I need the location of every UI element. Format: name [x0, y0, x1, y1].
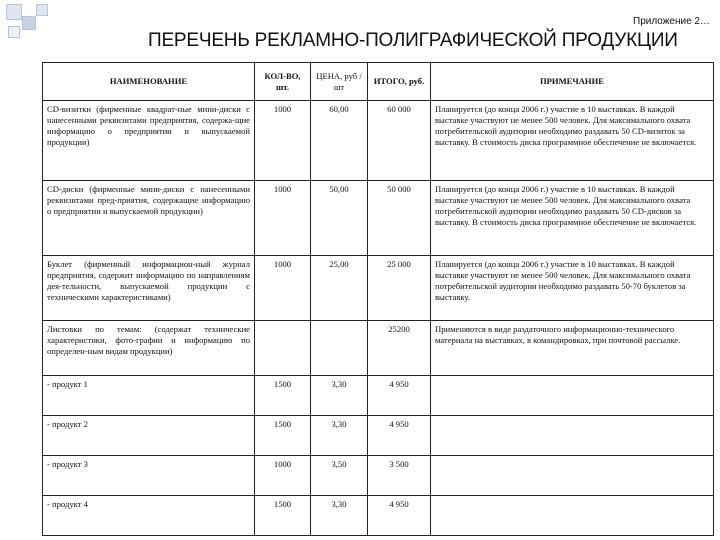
decor-square [6, 4, 22, 20]
item-total: 4 950 [368, 416, 431, 456]
item-total: 60 000 [368, 101, 431, 181]
item-qty: 1000 [255, 101, 311, 181]
item-note: Планируется (до конца 2006 г.) участие в 10 выставках. В каждой выставке участвуют не менее 500 человек. Для максимального охвата потребительской аудитории необходимо раздавать 50 CD-дисков за выставку. В стоимость диска программное обеспечение не включается. [431, 181, 714, 256]
table-row [43, 496, 714, 536]
table-row [43, 376, 714, 416]
col-note-header: ПРИМЕЧАНИЕ [431, 63, 714, 101]
table-row [43, 416, 714, 456]
item-price: 3,30 [311, 376, 368, 416]
item-note: Применяются в виде раздаточного информационно-технического материала на выставках, в командировках, при почтовой рассылке. [431, 321, 714, 376]
table-row [43, 101, 714, 181]
item-name: - продукт 3 [43, 456, 255, 496]
item-qty: 1000 [255, 456, 311, 496]
products-table [42, 62, 714, 536]
table-row [43, 456, 714, 496]
item-price [311, 321, 368, 376]
item-note [431, 376, 714, 416]
item-price: 3,30 [311, 416, 368, 456]
item-name: - продукт 4 [43, 496, 255, 536]
item-qty: 1000 [255, 181, 311, 256]
item-price: 3,50 [311, 456, 368, 496]
item-price: 60,00 [311, 101, 368, 181]
table-row [43, 181, 714, 256]
item-total: 50 000 [368, 181, 431, 256]
col-price-header: ЦЕНА, руб /шт [311, 63, 368, 101]
col-name-header: НАИМЕНОВАНИЕ [43, 63, 255, 101]
item-name: CD-визитки (фирменные квадрат-ные мини-диски с нанесенными реквизитами предприятия, содержа-щие информацию о предприятии и выпускаемой продукции) [43, 101, 255, 181]
item-total: 25 000 [368, 256, 431, 321]
item-total: 4 950 [368, 376, 431, 416]
item-name: CD-диски (фирменные мини-диски с нанесенными реквизитами пред-приятия, содержащие информацию о предприятии и выпускаемой продукции) [43, 181, 255, 256]
table-row [43, 256, 714, 321]
item-total: 3 500 [368, 456, 431, 496]
item-note [431, 456, 714, 496]
item-price: 3,30 [311, 496, 368, 536]
item-qty: 1500 [255, 376, 311, 416]
item-name: Листовки по темам: (содержат технические характеристики, фото-графии и информацию по определен-ным видам продукции) [43, 321, 255, 376]
table-row [43, 321, 714, 376]
item-note: Планируется (до конца 2006 г.) участие в 10 выставках. В каждой выставке участвуют не менее 500 человек. Для максимального охвата потребительской аудитории необходимо раздавать 50 CD-визиток за выставку. В стоимость диска программное обеспечение не включается. [431, 101, 714, 181]
item-name: - продукт 1 [43, 376, 255, 416]
item-name: - продукт 2 [43, 416, 255, 456]
page-title: ПЕРЕЧЕНЬ РЕКЛАМНО-ПОЛИГРАФИЧЕСКОЙ ПРОДУКЦИИ [148, 30, 678, 51]
item-note: Планируется (до конца 2006 г.) участие в 10 выставках. В каждой выставке участвуют не менее 500 человек. Для максимального охвата потребительской аудитории необходимо раздавать 50-70 буклетов за выставку. [431, 256, 714, 321]
item-note [431, 496, 714, 536]
item-qty [255, 321, 311, 376]
item-note [431, 416, 714, 456]
item-name: Буклет (фирменный информацион-ный журнал предприятия, содержит информацию по направлениям дея-тельности, выпускаемой продукции с техническими характеристиками) [43, 256, 255, 321]
item-price: 25,00 [311, 256, 368, 321]
appendix-label: Приложение 2… [633, 16, 710, 27]
col-qty-header: КОЛ-ВО, шт. [255, 63, 311, 101]
item-total: 25200 [368, 321, 431, 376]
item-price: 50,00 [311, 181, 368, 256]
decor-square [8, 26, 20, 38]
item-total: 4 950 [368, 496, 431, 536]
decor-square [22, 16, 36, 30]
item-qty: 1500 [255, 496, 311, 536]
col-total-header: ИТОГО, руб. [368, 63, 431, 101]
decor-square [36, 4, 48, 16]
item-qty: 1000 [255, 256, 311, 321]
item-qty: 1500 [255, 416, 311, 456]
